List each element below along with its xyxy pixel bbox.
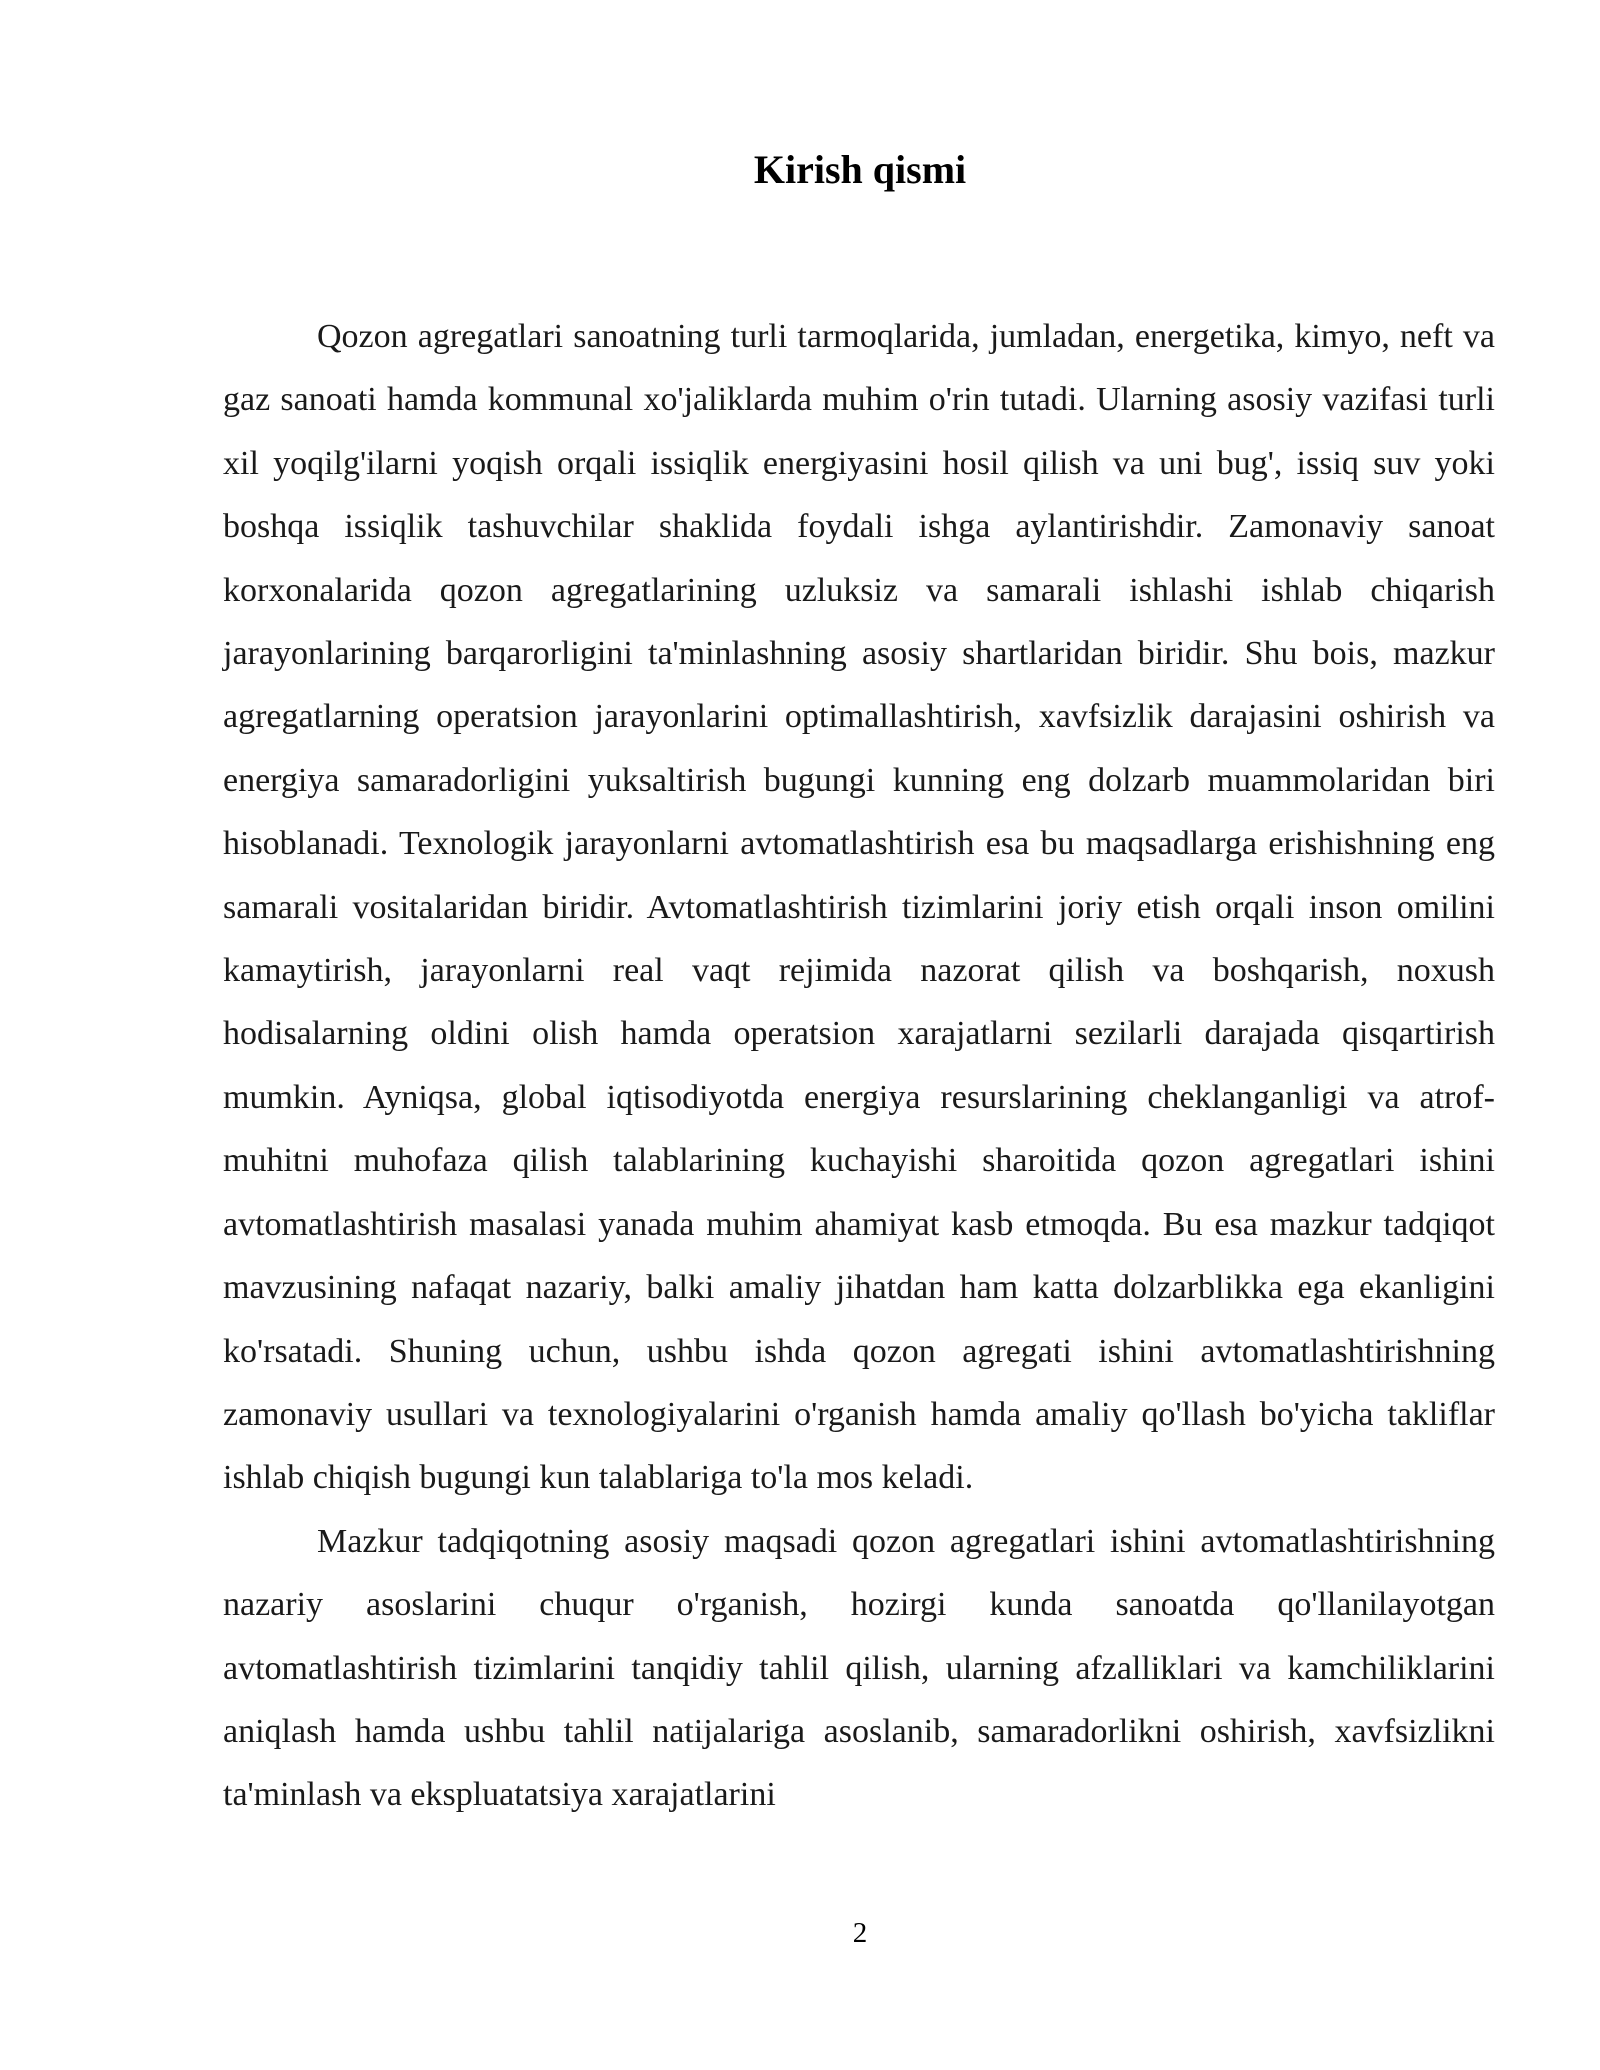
section-title: Kirish qismi (753, 147, 967, 192)
paragraph-intro: Qozon agregatlari sanoatning turli tarmoqlarida, jumladan, energetika, kimyo, neft va gaz sanoati hamda kommunal xo'jaliklarda muhim o'rin tutadi. Ularning asosiy vazifasi turli xil yoqilg'ilarni yoqish orqali issiqlik energiyasini hosil qilish va uni bug', issiq suv yoki boshqa issiqlik tashuvchilar shaklida foydali ishga aylantirishdir. Zamonaviy sanoat korxonalarida qozon agregatlarining uzluksiz va samarali ishlashi ishlab chiqarish jarayonlarining barqarorligini ta'minlashning asosiy shartlaridan biridir. Shu bois, mazkur agregatlarning operatsion jarayonlarini optimallashtirish, xavfsizlik darajasini oshirish va energiya samaradorligini yuksaltirish bugungi kunning eng dolzarb muammolaridan biri hisoblanadi. Texnologik jarayonlarni avtomatlashtirish esa bu maqsadlarga erishishning eng samarali vositalaridan biridir. Avtomatlashtirish tizimlarini joriy etish orqali inson omilini kamaytirish, jarayonlarni real vaqt rejimida nazorat qilish va boshqarish, noxush hodisalarning oldini olish hamda operatsion xarajatlarni sezilarli darajada qisqartirish mumkin. Ayniqsa, global iqtisodiyotda energiya resurslarining cheklanganligi va atrof-muhitni muhofaza qilish talablarining kuchayishi sharoitida qozon agregatlari ishini avtomatlashtirish masalasi yanada muhim ahamiyat kasb etmoqda. Bu esa mazkur tadqiqot mavzusining nafaqat nazariy, balki amaliy jihatdan ham katta dolzarblikka ega ekanligini ko'rsatadi. Shuning uchun, ushbu ishda qozon agregati ishini avtomatlashtirishning zamonaviy usullari va texnologiyalarini o'rganish hamda amaliy qo'llash bo'yicha takliflar ishlab chiqish bugungi kun talablariga to'la mos keladi. (223, 318, 1495, 1497)
body-text (223, 305, 1495, 1827)
paragraph-goal: Mazkur tadqiqotning asosiy maqsadi qozon agregatlari ishini avtomatlashtirishning nazariy asoslarini chuqur o'rganish, hozirgi kunda sanoatda qo'llanilayotgan avtomatlashtirish tizimlarini tanqidiy tahlil qilish, ularning afzalliklari va kamchiliklarini aniqlash hamda ushbu tahlil natijalariga asoslanib, samaradorlikni oshirish, xavfsizlikni ta'minlash va ekspluatatsiya xarajatlarini (223, 1522, 1495, 1814)
page-number: 2 (852, 1917, 868, 1949)
